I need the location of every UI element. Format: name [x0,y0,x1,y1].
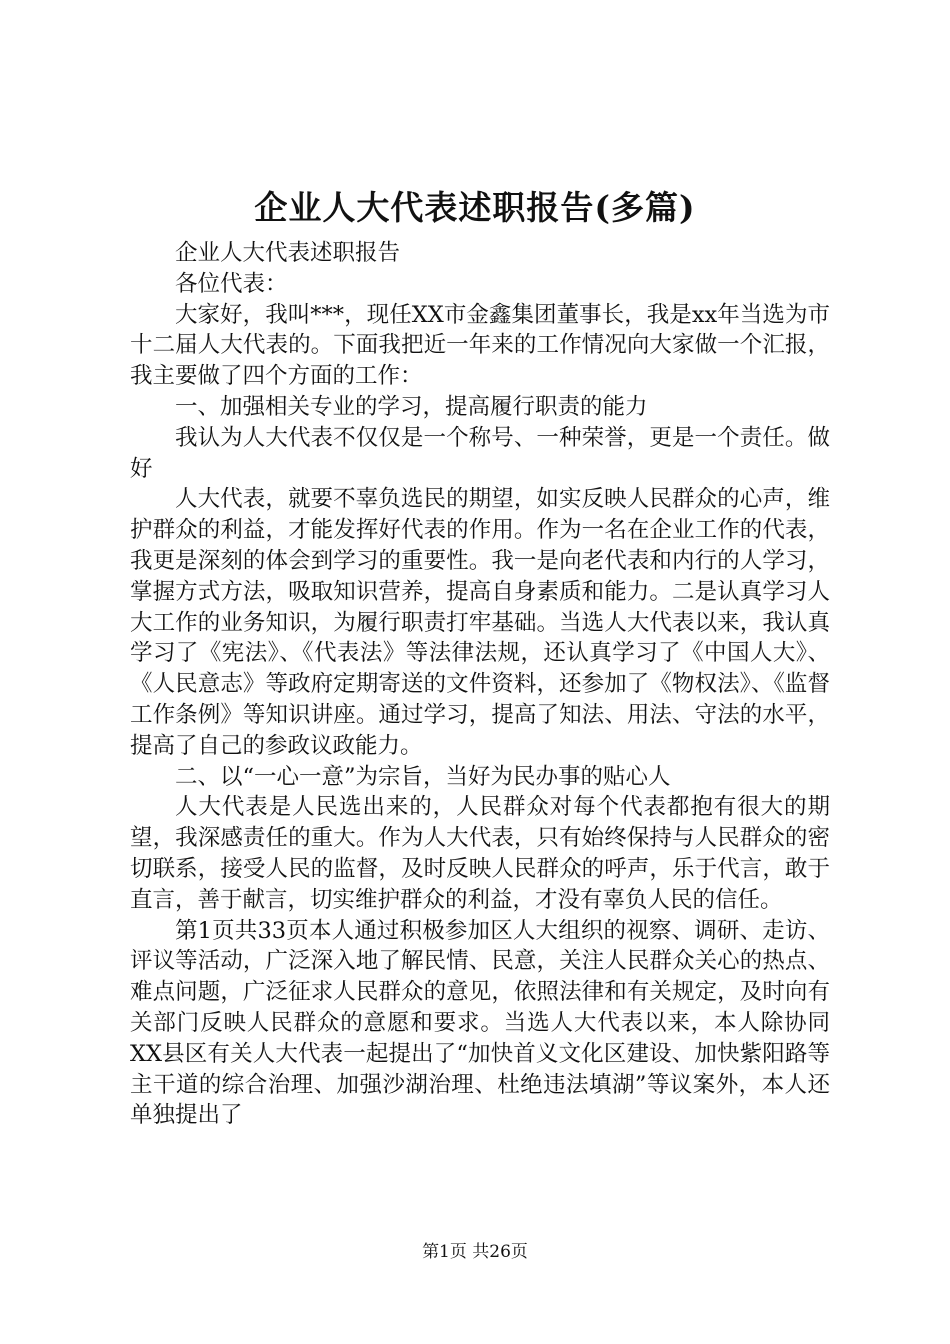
paragraph-subtitle: 企业人大代表述职报告 [175,240,401,266]
paragraph: 人大代表是人民选出来的，人民群众对每个代表都抱有很大的期望，我深感责任的重大。作为人大代表，只有始终保持与人民群众的密切联系，接受人民的监督，及时反映人民群众的呼声，乐于代言，敢于直言，善于献言，切实维护群众的利益，才没有辜负人民的信任。 [130,794,830,913]
section-heading-2: 二、以“一心一意”为宗旨，当好为民办事的贴心人 [175,763,671,790]
paragraph: 第1页共33页本人通过积极参加区人大组织的视察、调研、走访、评议等活动，广泛深入地了解民情、民意，关注人民群众关心的热点、难点问题，广泛征求人民群众的意见，依照法律和有关规定，及时向有关部门反映人民群众的意愿和要求。当选人大代表以来，本人除协同XX县区有关人大代表一起提出了“加快首义文化区建设、加快紫阳路等主干道的综合治理、加强沙湖治理、杜绝违法填湖”等议案外，本人还单独提出了 [130,917,830,1129]
paragraph: 我认为人大代表不仅仅是一个称号、一种荣誉，更是一个责任。做好 [130,424,830,482]
paragraph: 人大代表，就要不辜负选民的期望，如实反映人民群众的心声，维护群众的利益，才能发挥好代表的作用。作为一名在企业工作的代表，我更是深刻的体会到学习的重要性。我一是向老代表和内行的人学习，掌握方式方法，吸取知识营养，提高自身素质和能力。二是认真学习人大工作的业务知识，为履行职责打牢基础。当选人大代表以来，我认真学习了《宪法》、《代表法》等法律法规，还认真学习了《中国人大》、《人民意志》等政府定期寄送的文件资料，还参加了《物权法》、《监督工作条例》等知识讲座。通过学习，提高了知法、用法、守法的水平，提高了自己的参政议政能力。 [130,486,830,759]
paragraph-salutation: 各位代表： [175,270,288,297]
section-heading-1: 一、加强相关专业的学习，提高履行职责的能力 [175,393,648,420]
document-title: 企业人大代表述职报告(多篇) [254,188,696,227]
paragraph-intro: 大家好，我叫***，现任XX市金鑫集团董事长，我是xx年当选为市十二届人大代表的。下面我把近一年来的工作情况向大家做一个汇报，我主要做了四个方面的工作： [130,301,830,390]
page-footer: 第1页 共26页 [422,1242,528,1262]
document-body [130,238,830,1131]
